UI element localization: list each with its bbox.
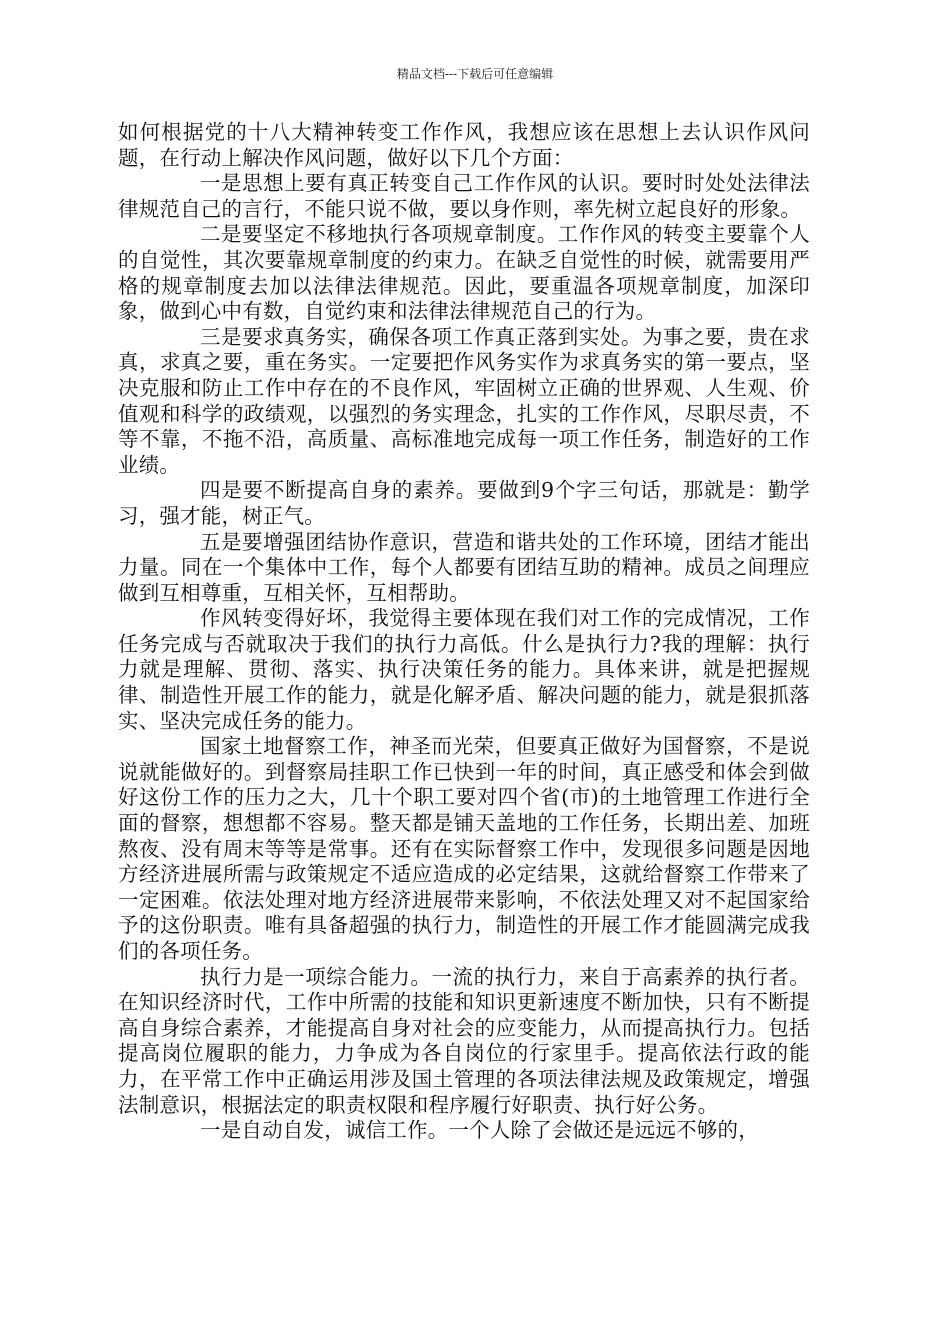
paragraph-7: 作风转变得好坏，我觉得主要体现在我们对工作的完成情况，工作任务完成与否就取决于我们的执行力高低。什么是执行力?我的理解：执行力就是理解、贯彻、落实、执行决策任务的能力。具体来讲，就是把握规律、制造性开展工作的能力，就是化解矛盾、解决问题的能力，就是狠抓落实、坚决完成任务的能力。 [118,606,810,733]
paragraph-5: 四是要不断提高自身的素养。要做到9个字三句话，那就是：勤学习，强才能，树正气。 [118,478,810,528]
paragraph-10: 一是自动自发，诚信工作。一个人除了会做还是远远不够的， [200,1118,759,1143]
paragraph-9: 执行力是一项综合能力。一流的执行力，来自于高素养的执行者。在知识经济时代，工作中所需的技能和知识更新速度不断加快，只有不断提高自身综合素养，才能提高自身对社会的应变能力，从而提高执行力。包括提高岗位履职的能力，力争成为各自岗位的行家里手。提高依法行政的能力，在平常工作中正确运用涉及国土管理的各项法律法规及政策规定，增强法制意识，根据法定的职责权限和程序履行好职责、执行好公务。 [118,964,810,1117]
paragraph-4: 三是要求真务实，确保各项工作真正落到实处。为事之要，贵在求真，求真之要，重在务实。一定要把作风务实作为求真务实的第一要点，坚决克服和防止工作中存在的不良作风，牢固树立正确的世界观、人生观、价值观和科学的政绩观，以强烈的务实理念，扎实的工作作风，尽职尽责，不等不靠，不拖不沿，高质量、高标准地完成每一项工作任务，制造好的工作业绩。 [118,324,810,477]
paragraph-6: 五是要增强团结协作意识，营造和谐共处的工作环境，团结才能出力量。同在一个集体中工作，每个人都要有团结互助的精神。成员之间理应做到互相尊重，互相关怀，互相帮助。 [118,529,810,605]
paragraph-3: 二是要坚定不移地执行各项规章制度。工作作风的转变主要靠个人的自觉性，其次要靠规章制度的约束力。在缺乏自觉性的时候，就需要用严格的规章制度去加以法律法律规范。因此，要重温各项规章制度，加深印象，做到心中有数，自觉约束和法律法律规范自己的行为。 [118,222,810,324]
paragraph-1: 如何根据党的十八大精神转变工作作风，我想应该在思想上去认识作风问题，在行动上解决作风问题，做好以下几个方面： [118,120,810,170]
page-header: 精品文档---下载后可任意编辑 [396,67,554,81]
paragraph-8: 国家土地督察工作，神圣而光荣，但要真正做好为国督察，不是说说就能做好的。到督察局挂职工作已快到一年的时间，真正感受和体会到做好这份工作的压力之大，几十个职工要对四个省(市)的土地管理工作进行全面的督察，想想都不容易。整天都是铺天盖地的工作任务，长期出差、加班熬夜、没有周末等等是常事。还有在实际督察工作中，发现很多问题是因地方经济进展所需与政策规定不适应造成的必定结果，这就给督察工作带来了一定困难。依法处理对地方经济进展带来影响，不依法处理又对不起国家给予的这份职责。唯有具备超强的执行力，制造性的开展工作才能圆满完成我们的各项任务。 [118,734,810,963]
document-body [118,120,810,1144]
paragraph-2: 一是思想上要有真正转变自己工作作风的认识。要时时处处法律法律规范自己的言行，不能只说不做，要以身作则，率先树立起良好的形象。 [118,171,810,221]
